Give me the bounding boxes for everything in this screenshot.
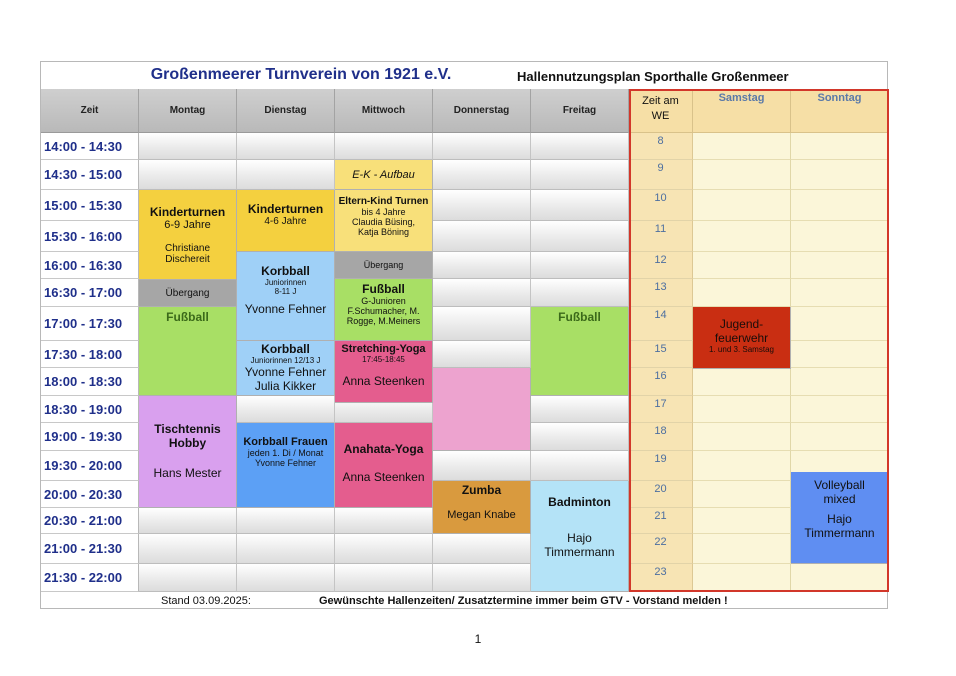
schedule-cell (531, 160, 629, 190)
weekend-cell (693, 252, 791, 279)
header-zeit-we-line2: WE (651, 109, 670, 122)
event-group: 8-11 J (274, 287, 297, 296)
event-title: Jugend- (719, 317, 764, 331)
event-tischtennis-montag (139, 396, 237, 508)
schedule-cell (237, 133, 335, 160)
time-slot-label: 21:00 - 21:30 (41, 534, 139, 564)
weekend-hour-label: 14 (629, 307, 693, 341)
event-group: Juniorinnen (264, 278, 307, 287)
weekend-hour-label: 22 (629, 534, 693, 564)
schedule-cell (335, 564, 433, 592)
event-ek-aufbau (335, 160, 433, 190)
weekend-hour-label: 11 (629, 221, 693, 252)
weekend-cell (693, 368, 791, 396)
weekend-hour-label: 23 (629, 564, 693, 592)
event-leader: Yvonne Fehner (244, 365, 327, 379)
weekend-cell (791, 160, 889, 190)
header-samstag: Samstag (693, 89, 791, 133)
weekend-cell (791, 190, 889, 221)
time-slot-label: 18:00 - 18:30 (41, 368, 139, 396)
weekend-cell (791, 564, 889, 592)
weekend-cell (693, 279, 791, 307)
footer-stand: Stand 03.09.2025: (161, 595, 251, 607)
time-slot-label: 15:00 - 15:30 (41, 190, 139, 221)
time-slot-label: 16:30 - 17:00 (41, 279, 139, 307)
event-title: feuerwehr (714, 331, 769, 345)
time-slot-label: 17:00 - 17:30 (41, 307, 139, 341)
schedule-cell (433, 133, 531, 160)
schedule-cell (531, 133, 629, 160)
schedule-cell (139, 564, 237, 592)
schedule-cell (531, 190, 629, 221)
event-title: Übergang (363, 260, 404, 270)
weekend-cell (791, 307, 889, 341)
schedule-cell (335, 534, 433, 564)
event-eltern-kind-turnen (335, 190, 433, 252)
schedule-cell (335, 508, 433, 534)
event-pink-block-donnerstag (433, 368, 531, 451)
header-sonntag: Sonntag (791, 89, 889, 133)
weekend-cell (693, 221, 791, 252)
event-leader: Anna Steenken (342, 470, 425, 484)
event-title: Badminton (548, 495, 611, 509)
schedule-cell (237, 534, 335, 564)
schedule-cell (433, 190, 531, 221)
schedule-cell (139, 508, 237, 534)
header-donnerstag: Donnerstag (433, 89, 531, 133)
event-leader: Claudia Büsing, (351, 217, 416, 227)
schedule-cell (433, 252, 531, 279)
event-title: Fußball (362, 282, 405, 296)
event-age: bis 4 Jahre (361, 207, 406, 217)
event-title: Hobby (168, 436, 207, 450)
schedule-cell (433, 451, 531, 481)
weekend-cell (693, 160, 791, 190)
header-dienstag: Dienstag (237, 89, 335, 133)
weekend-cell (693, 564, 791, 592)
time-slot-label: 18:30 - 19:00 (41, 396, 139, 423)
event-volleyball-mixed (791, 472, 889, 564)
schedule-sheet (40, 61, 888, 609)
time-slot-label: 19:00 - 19:30 (41, 423, 139, 451)
schedule-cell (531, 396, 629, 423)
time-slot-label: 20:30 - 21:00 (41, 508, 139, 534)
event-title: Kinderturnen (247, 202, 324, 216)
weekend-cell (693, 396, 791, 423)
header-freitag: Freitag (531, 89, 629, 133)
event-title: Korbball (261, 342, 310, 356)
weekend-hour-label: 15 (629, 341, 693, 368)
event-leader: Hajo (567, 531, 592, 545)
schedule-cell (433, 534, 531, 564)
weekend-hour-label: 18 (629, 423, 693, 451)
weekend-hour-label: 12 (629, 252, 693, 279)
header-zeit: Zeit (41, 89, 139, 133)
schedule-cell (433, 160, 531, 190)
schedule-cell (531, 252, 629, 279)
time-slot-label: 14:30 - 15:00 (41, 160, 139, 190)
schedule-cell (531, 451, 629, 481)
event-leader: Katja Böning (357, 227, 410, 237)
event-leader: Megan Knabe (447, 509, 516, 521)
weekend-cell (791, 341, 889, 368)
event-title: Fußball (558, 310, 601, 324)
event-leader: Timmermann (804, 526, 875, 540)
weekend-cell (693, 508, 791, 534)
event-leader: Timmermann (544, 545, 615, 559)
event-note: 1. und 3. Samstag (709, 345, 774, 354)
schedule-cell (531, 423, 629, 451)
event-title: Stretching-Yoga (341, 343, 426, 355)
header-mittwoch: Mittwoch (335, 89, 433, 133)
event-title: Volleyball (814, 478, 865, 492)
weekend-cell (693, 190, 791, 221)
event-title: Tischtennis (154, 422, 221, 436)
header-zeit-we-line1: Zeit am (642, 95, 679, 107)
footer-note: Gewünschte Hallenzeiten/ Zusatztermine immer beim GTV - Vorstand melden ! (319, 595, 728, 607)
event-title: Übergang (165, 287, 210, 299)
weekend-cell (693, 133, 791, 160)
event-anahata-yoga (335, 423, 433, 508)
event-time: 17:45-18:45 (362, 355, 405, 364)
weekend-cell (791, 368, 889, 396)
time-slot-label: 15:30 - 16:00 (41, 221, 139, 252)
weekend-hour-label: 17 (629, 396, 693, 423)
weekend-hour-label: 16 (629, 368, 693, 396)
event-zumba (433, 481, 531, 534)
time-slot-label: 16:00 - 16:30 (41, 252, 139, 279)
event-badminton (531, 481, 629, 592)
event-leader: Dischereit (165, 254, 210, 265)
weekend-hour-label: 20 (629, 481, 693, 508)
event-age: 6-9 Jahre (164, 219, 211, 231)
event-title: Anahata-Yoga (343, 442, 424, 456)
weekend-hour-label: 19 (629, 451, 693, 481)
schedule-cell (139, 133, 237, 160)
event-leader: Julia Kikker (254, 379, 317, 393)
event-title: mixed (823, 492, 856, 506)
plan-title: Hallennutzungsplan Sporthalle Großenmeer (517, 69, 789, 84)
event-uebergang-mittwoch (335, 252, 433, 279)
event-title: Eltern-Kind Turnen (338, 196, 429, 207)
page-number: 1 (474, 632, 482, 646)
schedule-cell (433, 307, 531, 341)
schedule-cell (237, 396, 335, 423)
event-fussball-montag (139, 307, 237, 396)
event-leader: Hajo (827, 512, 852, 526)
event-group: Juniorinnen 12/13 J (250, 356, 321, 365)
event-title: E-K - Aufbau (352, 168, 415, 181)
time-slot-label: 21:30 - 22:00 (41, 564, 139, 592)
schedule-cell (433, 564, 531, 592)
event-leader: Hans Mester (153, 466, 222, 480)
weekend-cell (791, 423, 889, 451)
event-group: G-Junioren (361, 296, 406, 306)
event-title: Fußball (166, 310, 209, 324)
schedule-cell (139, 160, 237, 190)
event-title: Zumba (461, 483, 502, 497)
event-korbball-frauen (237, 423, 335, 508)
weekend-hour-label: 10 (629, 190, 693, 221)
schedule-cell (237, 508, 335, 534)
event-uebergang-montag (139, 280, 237, 307)
event-leader: Anna Steenken (342, 374, 425, 388)
weekend-cell (791, 221, 889, 252)
time-slot-label: 17:30 - 18:00 (41, 341, 139, 368)
club-title: Großenmeerer Turnverein von 1921 e.V. (150, 66, 452, 83)
event-fussball-mittwoch (335, 279, 433, 341)
event-note: jeden 1. Di / Monat (247, 448, 324, 458)
weekend-cell (693, 423, 791, 451)
event-title: Korbball (261, 264, 310, 278)
time-slot-label: 14:00 - 14:30 (41, 133, 139, 160)
schedule-cell (237, 564, 335, 592)
event-fussball-freitag (531, 307, 629, 396)
weekend-cell (693, 481, 791, 508)
schedule-cell (433, 221, 531, 252)
event-kinderturnen-dienstag (237, 190, 335, 252)
weekend-hour-label: 9 (629, 160, 693, 190)
event-jugendfeuerwehr (693, 307, 791, 369)
weekend-cell (791, 279, 889, 307)
schedule-cell (335, 133, 433, 160)
schedule-cell (531, 279, 629, 307)
event-korbball-juniorinnen-1 (237, 252, 335, 341)
event-leader: F.Schumacher, M. (347, 306, 420, 316)
event-age: 4-6 Jahre (264, 216, 307, 227)
event-leader: Yvonne Fehner (254, 458, 317, 468)
weekend-hour-label: 21 (629, 508, 693, 534)
weekend-cell (693, 534, 791, 564)
schedule-cell (433, 279, 531, 307)
header-zeit-we (629, 89, 693, 133)
event-stretching-yoga (335, 341, 433, 403)
event-title: Korbball Frauen (243, 436, 328, 448)
schedule-cell (237, 160, 335, 190)
weekend-cell (693, 451, 791, 481)
schedule-cell (433, 341, 531, 368)
weekend-cell (791, 252, 889, 279)
schedule-cell (139, 534, 237, 564)
weekend-hour-label: 8 (629, 133, 693, 160)
event-leader: Rogge, M.Meiners (346, 316, 421, 326)
event-leader: Yvonne Fehner (244, 302, 327, 316)
weekend-cell (791, 133, 889, 160)
time-slot-label: 19:30 - 20:00 (41, 451, 139, 481)
event-korbball-juniorinnen-2 (237, 341, 335, 396)
event-title: Kinderturnen (149, 205, 226, 219)
event-leader: Christiane (164, 243, 211, 254)
header-montag: Montag (139, 89, 237, 133)
event-kinderturnen-montag (139, 190, 237, 280)
weekend-cell (791, 396, 889, 423)
schedule-cell (531, 221, 629, 252)
weekend-hour-label: 13 (629, 279, 693, 307)
time-slot-label: 20:00 - 20:30 (41, 481, 139, 508)
